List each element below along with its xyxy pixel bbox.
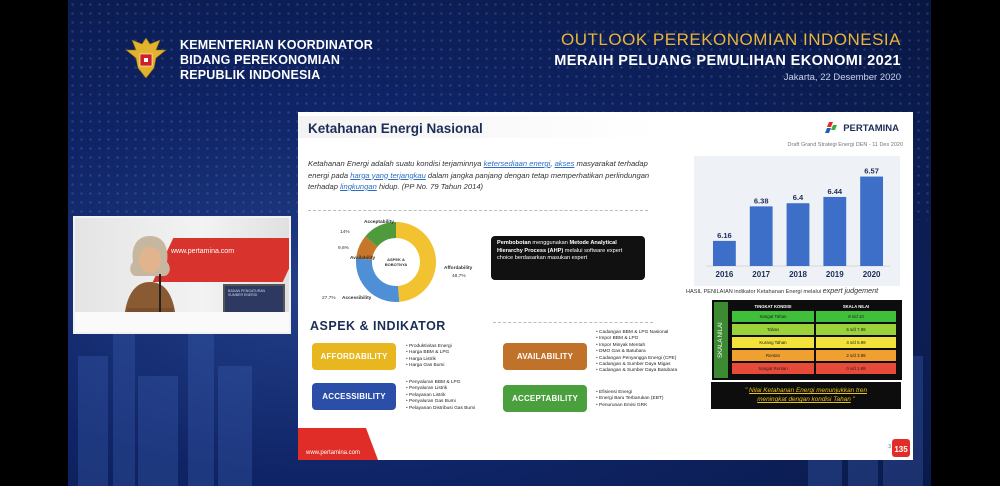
list-item: • Energi Baru Terbarukan (EBT) (596, 396, 663, 402)
list-item: • Produktivitas Energi (406, 344, 452, 350)
donut-chart (306, 216, 486, 306)
pertamina-logo-text: PERTAMINA (843, 122, 899, 134)
pill-availability: AVAILABILITY (503, 343, 587, 370)
list-item: • Cadangan & Sumber Daya Batubara (596, 368, 677, 374)
list-item: • Impor Minyak Mentah (596, 343, 677, 349)
scale-row-value: 8 s/d 10 (816, 311, 896, 322)
scale-header-value: SKALA NILAI (842, 303, 870, 309)
webcam-desk (75, 312, 289, 332)
scale-table (712, 300, 902, 380)
donut-center-label: ASPEK & BOBOTNYA (384, 257, 408, 267)
pill-affordability: AFFORDABILITY (312, 343, 396, 370)
quote-line-1: Nilai Ketahanan Energi menunjukkan tren (749, 387, 867, 394)
chart-value-label: 6.4 (792, 193, 804, 203)
ahp-method: Metode Analytical Hierarchy Process (AHP) (497, 240, 617, 254)
intro-text-3: masyarakat terhadap energi pada (308, 159, 648, 180)
chart-value-label: 6.38 (753, 196, 769, 206)
ahp-mid: menggunakan (530, 240, 570, 246)
chart-x-tick-label: 2020 (862, 270, 881, 279)
chart-caption-emphasis: expert judgement (822, 286, 879, 295)
chart-bar-2018 (787, 203, 810, 266)
speaker-webcam (73, 216, 291, 334)
aspek-title: ASPEK & INDIKATOR (310, 319, 446, 333)
scale-header-condition: TINGKAT KONDISI (754, 303, 792, 309)
intro-highlight-access: akses (554, 159, 575, 168)
scale-row-value: 2 s/d 3.99 (816, 350, 896, 361)
pct-affordability: 48,7% (452, 274, 466, 279)
divider (308, 210, 648, 211)
intro-text-1: Ketahanan Energi adalah suatu kondisi terjaminnya (308, 159, 484, 168)
list-item: • Pelayanan Distribusi Gas Bumi (406, 406, 475, 412)
list-item: • DMO Gas & Batubara (596, 349, 677, 355)
tv-text: BADAN PENGATURAN SUMBER ENERGI (228, 289, 266, 297)
ministry-line-3: REPUBLIK INDONESIA (180, 68, 321, 82)
webcam-backdrop-url: www.pertamina.com (171, 248, 235, 255)
anniversary-text: 135 (894, 445, 908, 454)
list-item: • Penyaluran Listrik (406, 386, 475, 392)
list-item: • Penyaluran BBM & LPG (406, 380, 475, 386)
ministry-line-1: KEMENTERIAN KOORDINATOR (180, 38, 374, 52)
list-item: • Penurunan Emisi GRK (596, 403, 663, 409)
pertamina-logo-icon (825, 122, 839, 134)
pill-accessibility: ACCESSIBILITY (312, 383, 396, 410)
list-item: • Impor BBM & LPG (596, 336, 677, 342)
pct-accessibility: 27,7% (322, 296, 336, 301)
ministry-name (180, 38, 373, 83)
event-subtitle: MERAIH PELUANG PEMULIHAN EKONOMI 2021 (554, 53, 901, 69)
list-accessibility (406, 380, 475, 412)
ahp-bold: Pembobotan (497, 240, 531, 246)
chart-value-label: 6.16 (717, 230, 732, 240)
intro-text-2: , (550, 159, 555, 168)
draft-note: Draft Grand Strategi Energi DEN - 11 Des 2020 (787, 142, 903, 148)
intro-highlight-environment: lingkungan (340, 182, 377, 191)
chart-x-tick-label: 2019 (825, 270, 844, 279)
pill-acceptability: ACCEPTABILITY (503, 385, 587, 412)
page-number: 3 (888, 444, 891, 450)
pct-acceptability: 14% (340, 230, 350, 235)
list-availability (596, 330, 677, 375)
list-item: • Harga Listrik (406, 357, 452, 363)
scale-row-condition: Kurang Tahan (732, 337, 814, 348)
divider-2 (493, 322, 653, 323)
quote-open: " (745, 387, 750, 394)
event-date: Jakarta, 22 Desember 2020 (783, 72, 901, 83)
chart-x-tick-label: 2016 (715, 270, 734, 279)
label-acceptability: Acceptability (364, 220, 394, 225)
conclusion-quote (711, 382, 901, 409)
ministry-line-2: BIDANG PEREKONOMIAN (180, 53, 341, 67)
ahp-rest: melalui software expert choice berdasarkan masukan expert (497, 247, 623, 261)
pct-availability: 9,6% (338, 246, 349, 251)
scale-row-value: 0 s/d 1.99 (816, 363, 896, 374)
chart-x-tick-label: 2017 (752, 270, 771, 279)
scale-vertical-label: SKALA NILAI (714, 302, 728, 378)
intro-text-5: hidup. (PP No. 79 Tahun 2014) (376, 182, 484, 191)
list-item: • Cadangan BBM & LPG Nasional (596, 330, 677, 336)
list-item: • Cadangan Penyangga Energi (CPE) (596, 356, 677, 362)
ahp-note-box (491, 236, 645, 280)
scale-row-condition: Sangat Rentan (732, 363, 814, 374)
list-item: • Pelayanan Listrik (406, 393, 475, 399)
label-availability: Availability (350, 256, 376, 261)
event-title: OUTLOOK PEREKONOMIAN INDONESIA (561, 30, 901, 49)
intro-highlight-price: harga yang terjangkau (350, 170, 426, 180)
list-item: • Efisiensi Energi (596, 390, 663, 396)
presentation-slide (298, 112, 913, 460)
quote-line-2a: meningkat dengan kondisi (757, 396, 834, 403)
event-title-block (554, 30, 901, 83)
label-accessibility: Accessibility (342, 296, 372, 301)
chart-caption-text: HASIL PENILAIAN indikator Ketahanan Energi melalui (686, 289, 823, 295)
chart-bar-2017 (750, 206, 773, 266)
definition-paragraph (308, 158, 668, 193)
quote-line-2b: Tahan (833, 396, 851, 403)
anniversary-135-badge-icon (891, 438, 911, 458)
score-chart-panel (694, 156, 900, 286)
scale-row-condition: Sangat Tahan (732, 311, 814, 322)
chart-bar-2016 (713, 241, 736, 266)
footer-site-url: www.pertamina.com (306, 450, 361, 456)
list-item: • Harga Gas Bumi (406, 363, 452, 369)
aspect-weights-donut (306, 216, 486, 306)
list-affordability (406, 344, 452, 370)
list-acceptability (596, 390, 663, 409)
chart-bar-2020 (860, 177, 883, 266)
chart-bar-2019 (823, 197, 846, 266)
chart-x-tick-label: 2018 (789, 270, 807, 279)
chart-caption (686, 286, 878, 295)
scale-row-value: 6 s/d 7.99 (816, 324, 896, 335)
chart-value-label: 6.57 (864, 166, 879, 176)
chart-value-label: 6.44 (827, 186, 843, 196)
label-affordability: Affordability (444, 266, 473, 271)
pertamina-logo (825, 122, 899, 134)
garuda-emblem-icon (124, 34, 168, 82)
list-item: • Penyaluran Gas Bumi (406, 399, 475, 405)
scale-row-condition: Tahan (732, 324, 814, 335)
scale-row-value: 4 s/d 5.99 (816, 337, 896, 348)
intro-text-4: dalam jangka panjang dengan tetap memperhatikan perlindungan terhadap (308, 170, 650, 191)
list-item: • Cadangan & Sumber Daya Migas (596, 362, 677, 368)
broadcast-background (68, 0, 931, 486)
score-bar-chart (694, 156, 900, 286)
intro-highlight-availability: ketersediaan energi (483, 159, 551, 168)
scale-row-condition: Rentan (732, 350, 814, 361)
quote-close: " (850, 396, 855, 403)
list-item: • Harga BBM & LPG (406, 350, 452, 356)
slide-title: Ketahanan Energi Nasional (308, 121, 483, 136)
